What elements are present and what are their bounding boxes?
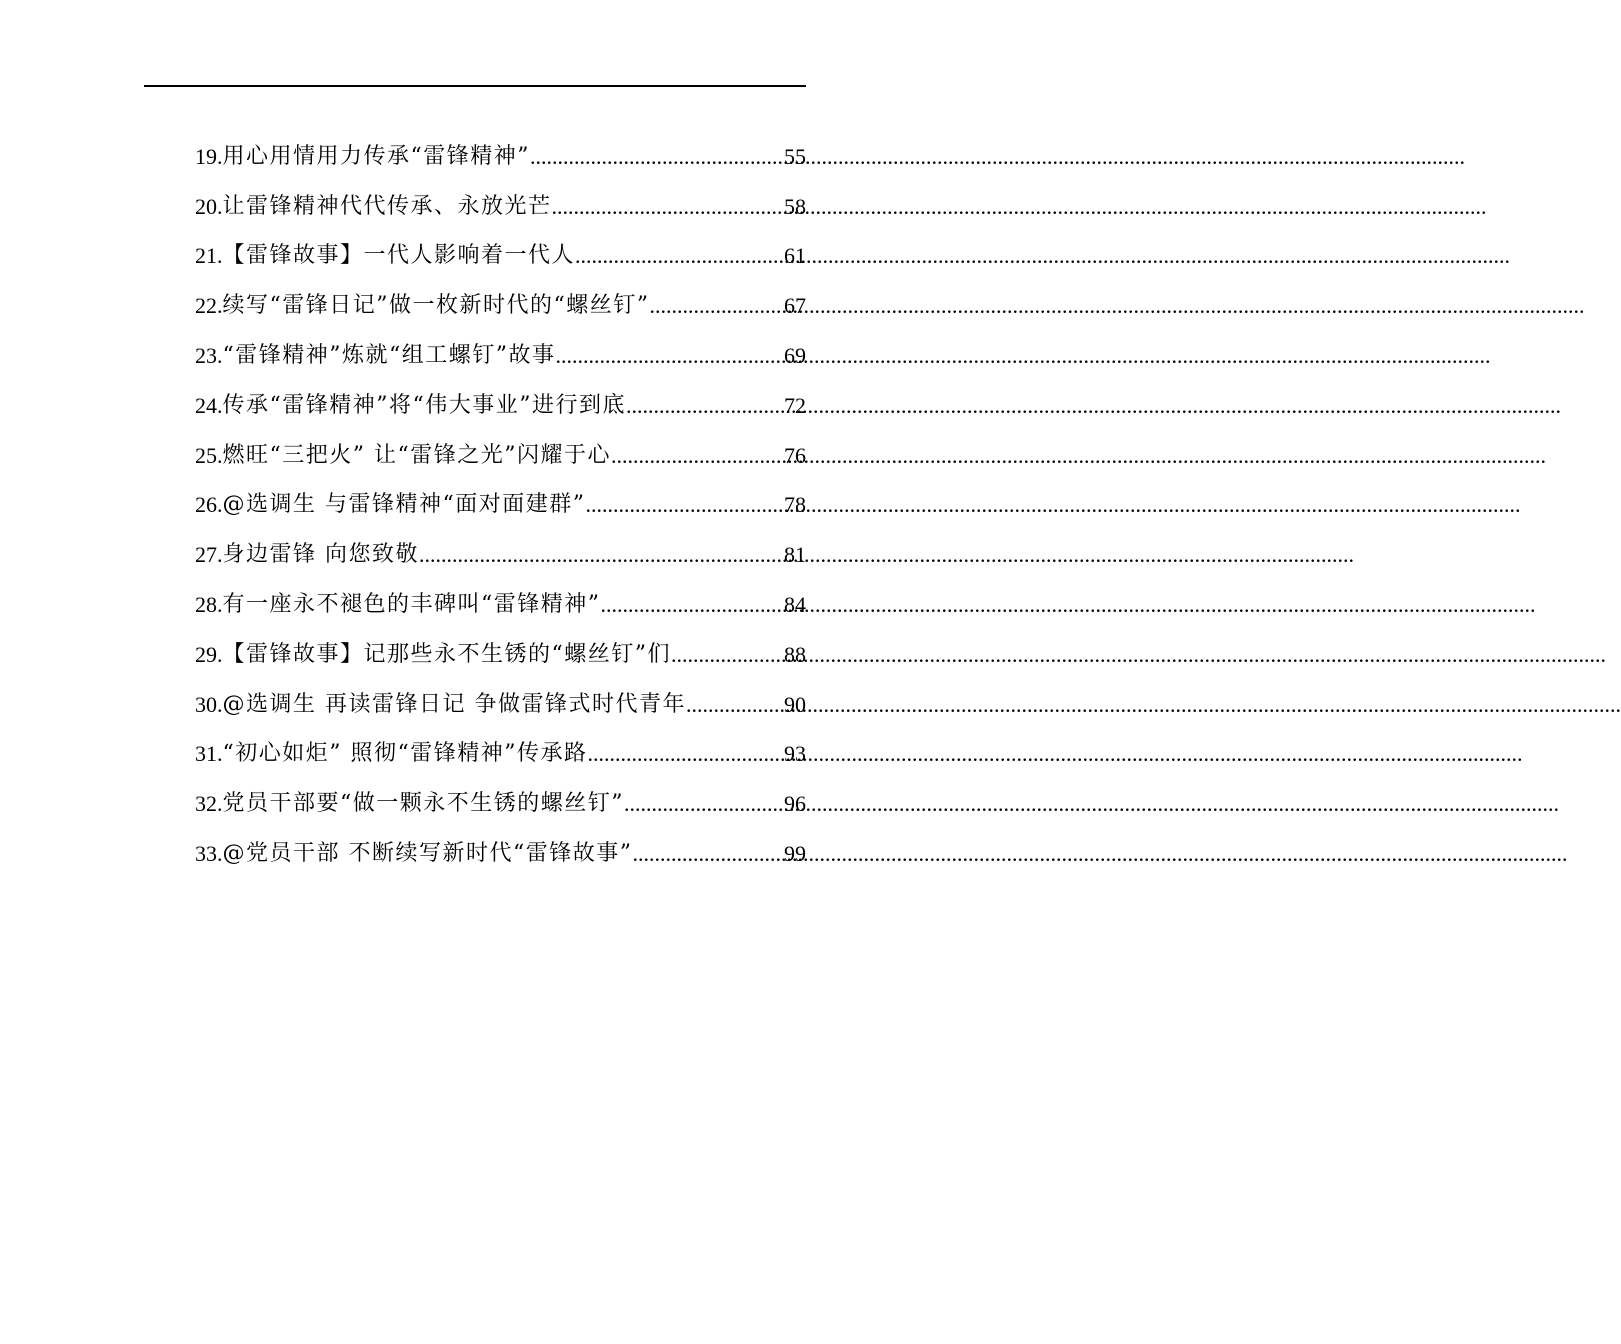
toc-dot-leader	[575, 245, 784, 267]
toc-entry-page: 72	[784, 392, 806, 418]
header-rule	[144, 85, 806, 87]
toc-dot-leader	[611, 445, 784, 467]
toc-entry-title: 【雷锋故事】记那些永不生锈的“螺丝钉”们	[222, 641, 671, 667]
toc-entry-page: 90	[784, 691, 806, 717]
toc-entry-title: 让雷锋精神代代传承、永放光芒	[222, 193, 552, 219]
toc-entry-number: 19.	[195, 143, 223, 169]
toc-dot-leader	[686, 694, 784, 716]
toc-entry-number: 30.	[195, 691, 223, 717]
toc-entry-33[interactable]	[195, 829, 806, 879]
toc-entry-22[interactable]	[195, 281, 806, 331]
toc-dot-leader	[586, 494, 785, 516]
toc-dot-leader	[556, 345, 785, 367]
toc-dot-leader	[419, 544, 784, 566]
toc-dot-leader	[552, 196, 784, 218]
toc-entry-number: 27.	[195, 542, 223, 568]
toc-entry-24[interactable]	[195, 381, 806, 431]
toc-entry-title: @党员干部 不断续写新时代“雷锋故事”	[222, 841, 633, 867]
toc-entry-number: 21.	[195, 243, 223, 269]
toc-entry-number: 22.	[195, 293, 223, 319]
toc-entry-number: 31.	[195, 741, 223, 767]
toc-entry-title: 党员干部要“做一颗永不生锈的螺丝钉”	[222, 791, 624, 817]
toc-entry-19[interactable]	[195, 132, 806, 182]
toc-entry-number: 20.	[195, 193, 223, 219]
toc-dot-leader	[530, 146, 784, 168]
toc-entry-21[interactable]	[195, 232, 806, 282]
toc-entry-title: 身边雷锋 向您致敬	[222, 542, 419, 568]
toc-entry-page: 84	[784, 592, 806, 618]
toc-entry-title: 用心用情用力传承“雷锋精神”	[222, 143, 530, 169]
toc-entry-page: 55	[784, 143, 806, 169]
toc-entry-page: 61	[784, 243, 806, 269]
toc-entry-page: 58	[784, 193, 806, 219]
toc-entry-page: 99	[784, 841, 806, 867]
toc-entry-page: 78	[784, 492, 806, 518]
toc-entry-title: 续写“雷锋日记”做一枚新时代的“螺丝钉”	[222, 293, 650, 319]
toc-entry-number: 25.	[195, 442, 223, 468]
toc-entry-31[interactable]	[195, 730, 806, 780]
toc-entry-title: 燃旺“三把火” 让“雷锋之光”闪耀于心	[222, 442, 611, 468]
toc-entry-title: “雷锋精神”炼就“组工螺钉”故事	[222, 343, 556, 369]
toc-entry-23[interactable]	[195, 331, 806, 381]
toc-entry-number: 24.	[195, 392, 223, 418]
toc-entry-page: 93	[784, 741, 806, 767]
toc-dot-leader	[587, 743, 784, 765]
toc-entry-27[interactable]	[195, 530, 806, 580]
toc-entry-title: “初心如炬” 照彻“雷锋精神”传承路	[222, 741, 588, 767]
toc-entry-29[interactable]	[195, 630, 806, 680]
toc-entry-title: 有一座永不褪色的丰碑叫“雷锋精神”	[222, 592, 601, 618]
toc-entry-page: 81	[784, 542, 806, 568]
toc-entry-title: 传承“雷锋精神”将“伟大事业”进行到底	[222, 392, 626, 418]
toc-entry-number: 26.	[195, 492, 223, 518]
toc-entry-30[interactable]	[195, 680, 806, 730]
toc-entry-title: 【雷锋故事】一代人影响着一代人	[222, 243, 576, 269]
toc-entry-page: 67	[784, 293, 806, 319]
toc-entry-number: 28.	[195, 592, 223, 618]
toc-dot-leader	[650, 295, 785, 317]
toc-entry-number: 23.	[195, 343, 223, 369]
toc-entry-title: @选调生 再读雷锋日记 争做雷锋式时代青年	[222, 691, 686, 717]
toc-entry-number: 33.	[195, 841, 223, 867]
toc-dot-leader	[626, 395, 784, 417]
toc-entry-page: 69	[784, 343, 806, 369]
toc-entry-number: 32.	[195, 791, 223, 817]
table-of-contents	[195, 132, 806, 879]
toc-entry-page: 76	[784, 442, 806, 468]
toc-entry-32[interactable]	[195, 779, 806, 829]
toc-entry-number: 29.	[195, 641, 223, 667]
toc-dot-leader	[671, 644, 784, 666]
toc-entry-25[interactable]	[195, 431, 806, 481]
toc-entry-page: 88	[784, 641, 806, 667]
toc-entry-title: @选调生 与雷锋精神“面对面建群”	[222, 492, 586, 518]
toc-entry-26[interactable]	[195, 481, 806, 531]
toc-entry-20[interactable]	[195, 182, 806, 232]
toc-entry-page: 96	[784, 791, 806, 817]
toc-entry-28[interactable]	[195, 580, 806, 630]
toc-dot-leader	[601, 594, 785, 616]
toc-dot-leader	[633, 843, 785, 865]
toc-dot-leader	[624, 793, 784, 815]
